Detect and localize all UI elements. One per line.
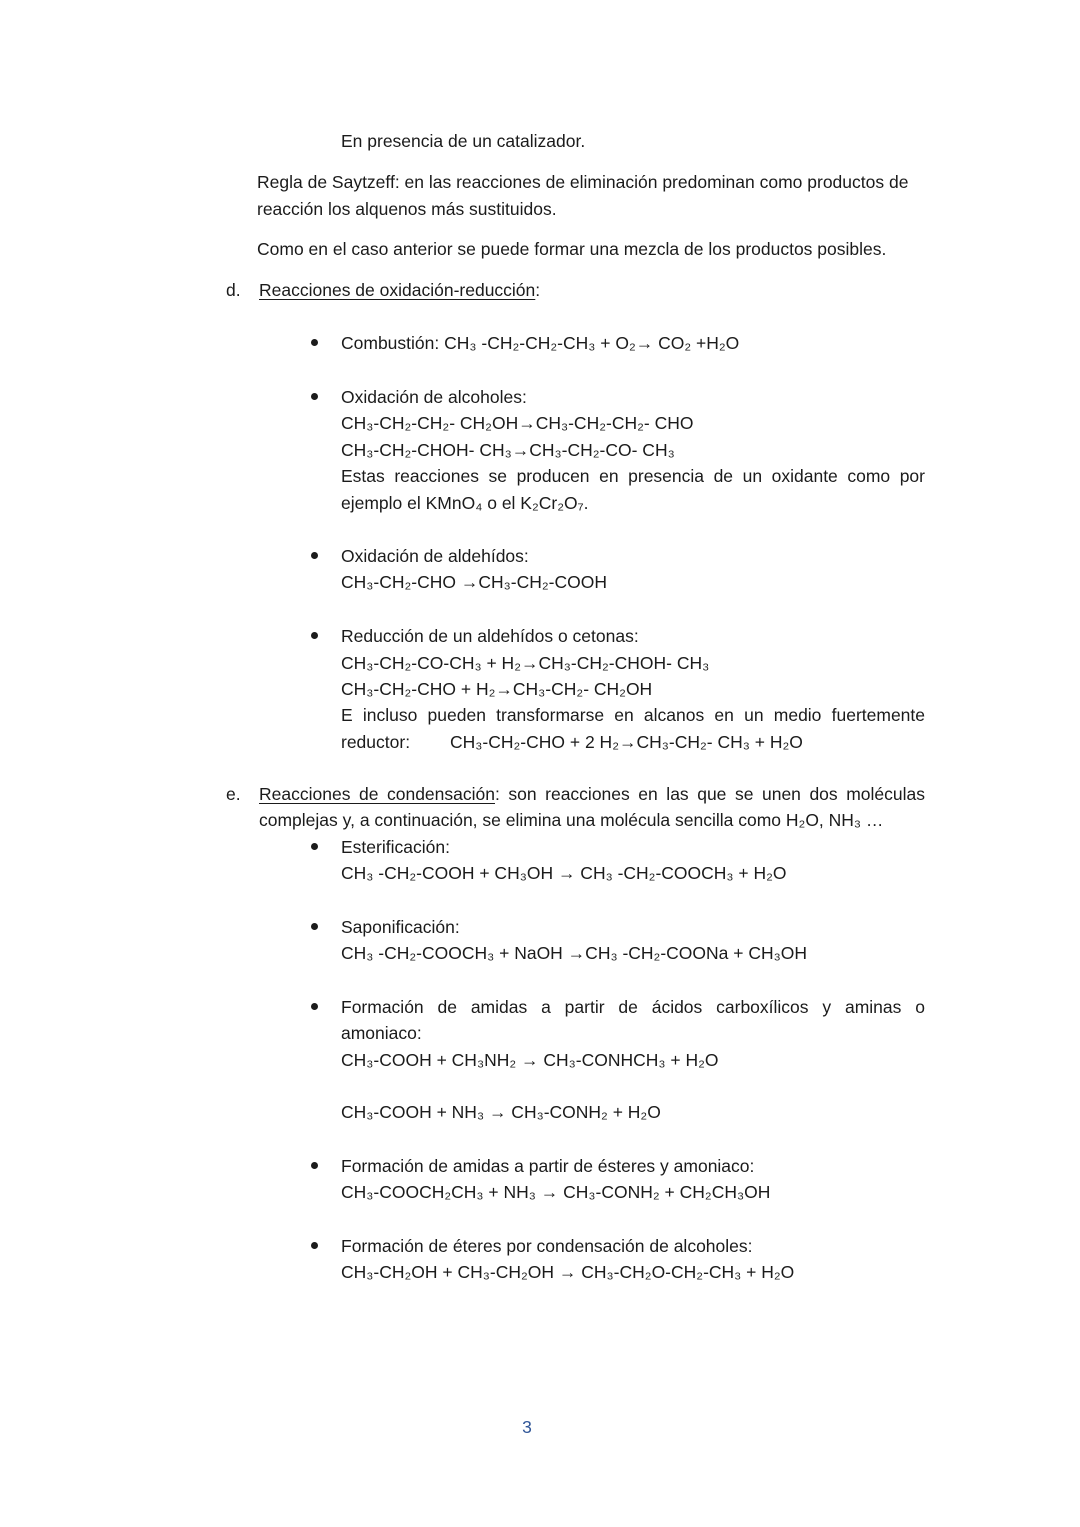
alcohol-oxidation-note-2: ejemplo el KMnO₄ o el K₂Cr₂O₇. (341, 493, 589, 513)
reduction-eq-2: CH₃-CH₂-CHO + H₂→CH₃-CH₂- CH₂OH (341, 679, 653, 699)
bullet-aldehyde-oxidation (311, 552, 318, 559)
bullet-combustion (311, 339, 318, 346)
ether-title: Formación de éteres por condensación de alcoholes: (341, 1236, 753, 1256)
bullet-esterification (311, 843, 318, 850)
combustion-equation: Combustión: CH₃ -CH₂-CH₂-CH₃ + O₂→ CO₂ +H₂O (341, 333, 740, 353)
aldehyde-oxidation-eq: CH₃-CH₂-CHO →CH₃-CH₂-COOH (341, 572, 608, 592)
saytzeff-rule-line-2: reacción los alquenos más sustituidos. (257, 199, 557, 219)
section-d-colon: : (535, 280, 541, 300)
aldehyde-oxidation-title: Oxidación de aldehídos: (341, 546, 529, 566)
alcohol-oxidation-note-1: Estas reacciones se producen en presencia de un oxidante como por (341, 466, 925, 486)
reduction-note-2-label: reductor: (341, 732, 411, 752)
amide-acid-eq-2: CH₃-COOH + NH₃ → CH₃-CONH₂ + H₂O (341, 1102, 661, 1122)
catalyst-note: En presencia de un catalizador. (341, 131, 586, 151)
section-e-desc-2: complejas y, a continuación, se elimina una molécula sencilla como H₂O, NH₃ … (259, 810, 884, 830)
amide-acid-eq-1: CH₃-COOH + CH₃NH₂ → CH₃-CONHCH₃ + H₂O (341, 1050, 719, 1070)
amide-acid-title-2: amoniaco: (341, 1023, 422, 1043)
section-e-letter: e. (226, 784, 241, 804)
bullet-reduction (311, 632, 318, 639)
bullet-amide-acid (311, 1003, 318, 1010)
saponification-eq: CH₃ -CH₂-COOCH₃ + NaOH →CH₃ -CH₂-COONa + CH₃OH (341, 943, 807, 963)
bullet-amide-ester (311, 1162, 318, 1169)
section-e-title: Reacciones de condensación (259, 784, 495, 804)
section-d-title: Reacciones de oxidación-reducción (259, 280, 536, 300)
section-d-heading (259, 279, 540, 301)
alcohol-oxidation-eq-2: CH₃-CH₂-CHOH- CH₃→CH₃-CH₂-CO- CH₃ (341, 440, 675, 460)
reduction-note-1: E incluso pueden transformarse en alcanos en un medio fuertemente (341, 705, 925, 725)
ether-eq: CH₃-CH₂OH + CH₃-CH₂OH → CH₃-CH₂O-CH₂-CH₃ + H₂O (341, 1262, 795, 1282)
saytzeff-rule-line-1: Regla de Saytzeff: en las reacciones de eliminación predominan como productos de (257, 172, 909, 192)
alcohol-oxidation-title: Oxidación de alcoholes: (341, 387, 527, 407)
saponification-title: Saponificación: (341, 917, 460, 937)
reduction-note-2-equation: CH₃-CH₂-CHO + 2 H₂→CH₃-CH₂- CH₃ + H₂O (450, 732, 803, 752)
reduction-eq-1: CH₃-CH₂-CO-CH₃ + H₂→CH₃-CH₂-CHOH- CH₃ (341, 653, 710, 673)
amide-ester-eq: CH₃-COOCH₂CH₃ + NH₃ → CH₃-CONH₂ + CH₂CH₃OH (341, 1182, 771, 1202)
page-number: 3 (522, 1417, 532, 1437)
bullet-saponification (311, 923, 318, 930)
bullet-alcohol-oxidation (311, 393, 318, 400)
amide-ester-title: Formación de amidas a partir de ésteres y amoniaco: (341, 1156, 755, 1176)
amide-acid-title-1: Formación de amidas a partir de ácidos carboxílicos y aminas o (341, 997, 925, 1017)
esterification-title: Esterificación: (341, 837, 450, 857)
section-d-letter: d. (226, 280, 241, 300)
section-e-heading (259, 783, 925, 805)
section-e-desc-1: : son reacciones en las que se unen dos moléculas (494, 784, 925, 804)
esterification-eq: CH₃ -CH₂-COOH + CH₃OH → CH₃ -CH₂-COOCH₃ + H₂O (341, 863, 787, 883)
mixture-note: Como en el caso anterior se puede formar una mezcla de los productos posibles. (257, 239, 887, 259)
reduction-title: Reducción de un aldehídos o cetonas: (341, 626, 639, 646)
bullet-ether (311, 1242, 318, 1249)
alcohol-oxidation-eq-1: CH₃-CH₂-CH₂- CH₂OH→CH₃-CH₂-CH₂- CHO (341, 413, 694, 433)
